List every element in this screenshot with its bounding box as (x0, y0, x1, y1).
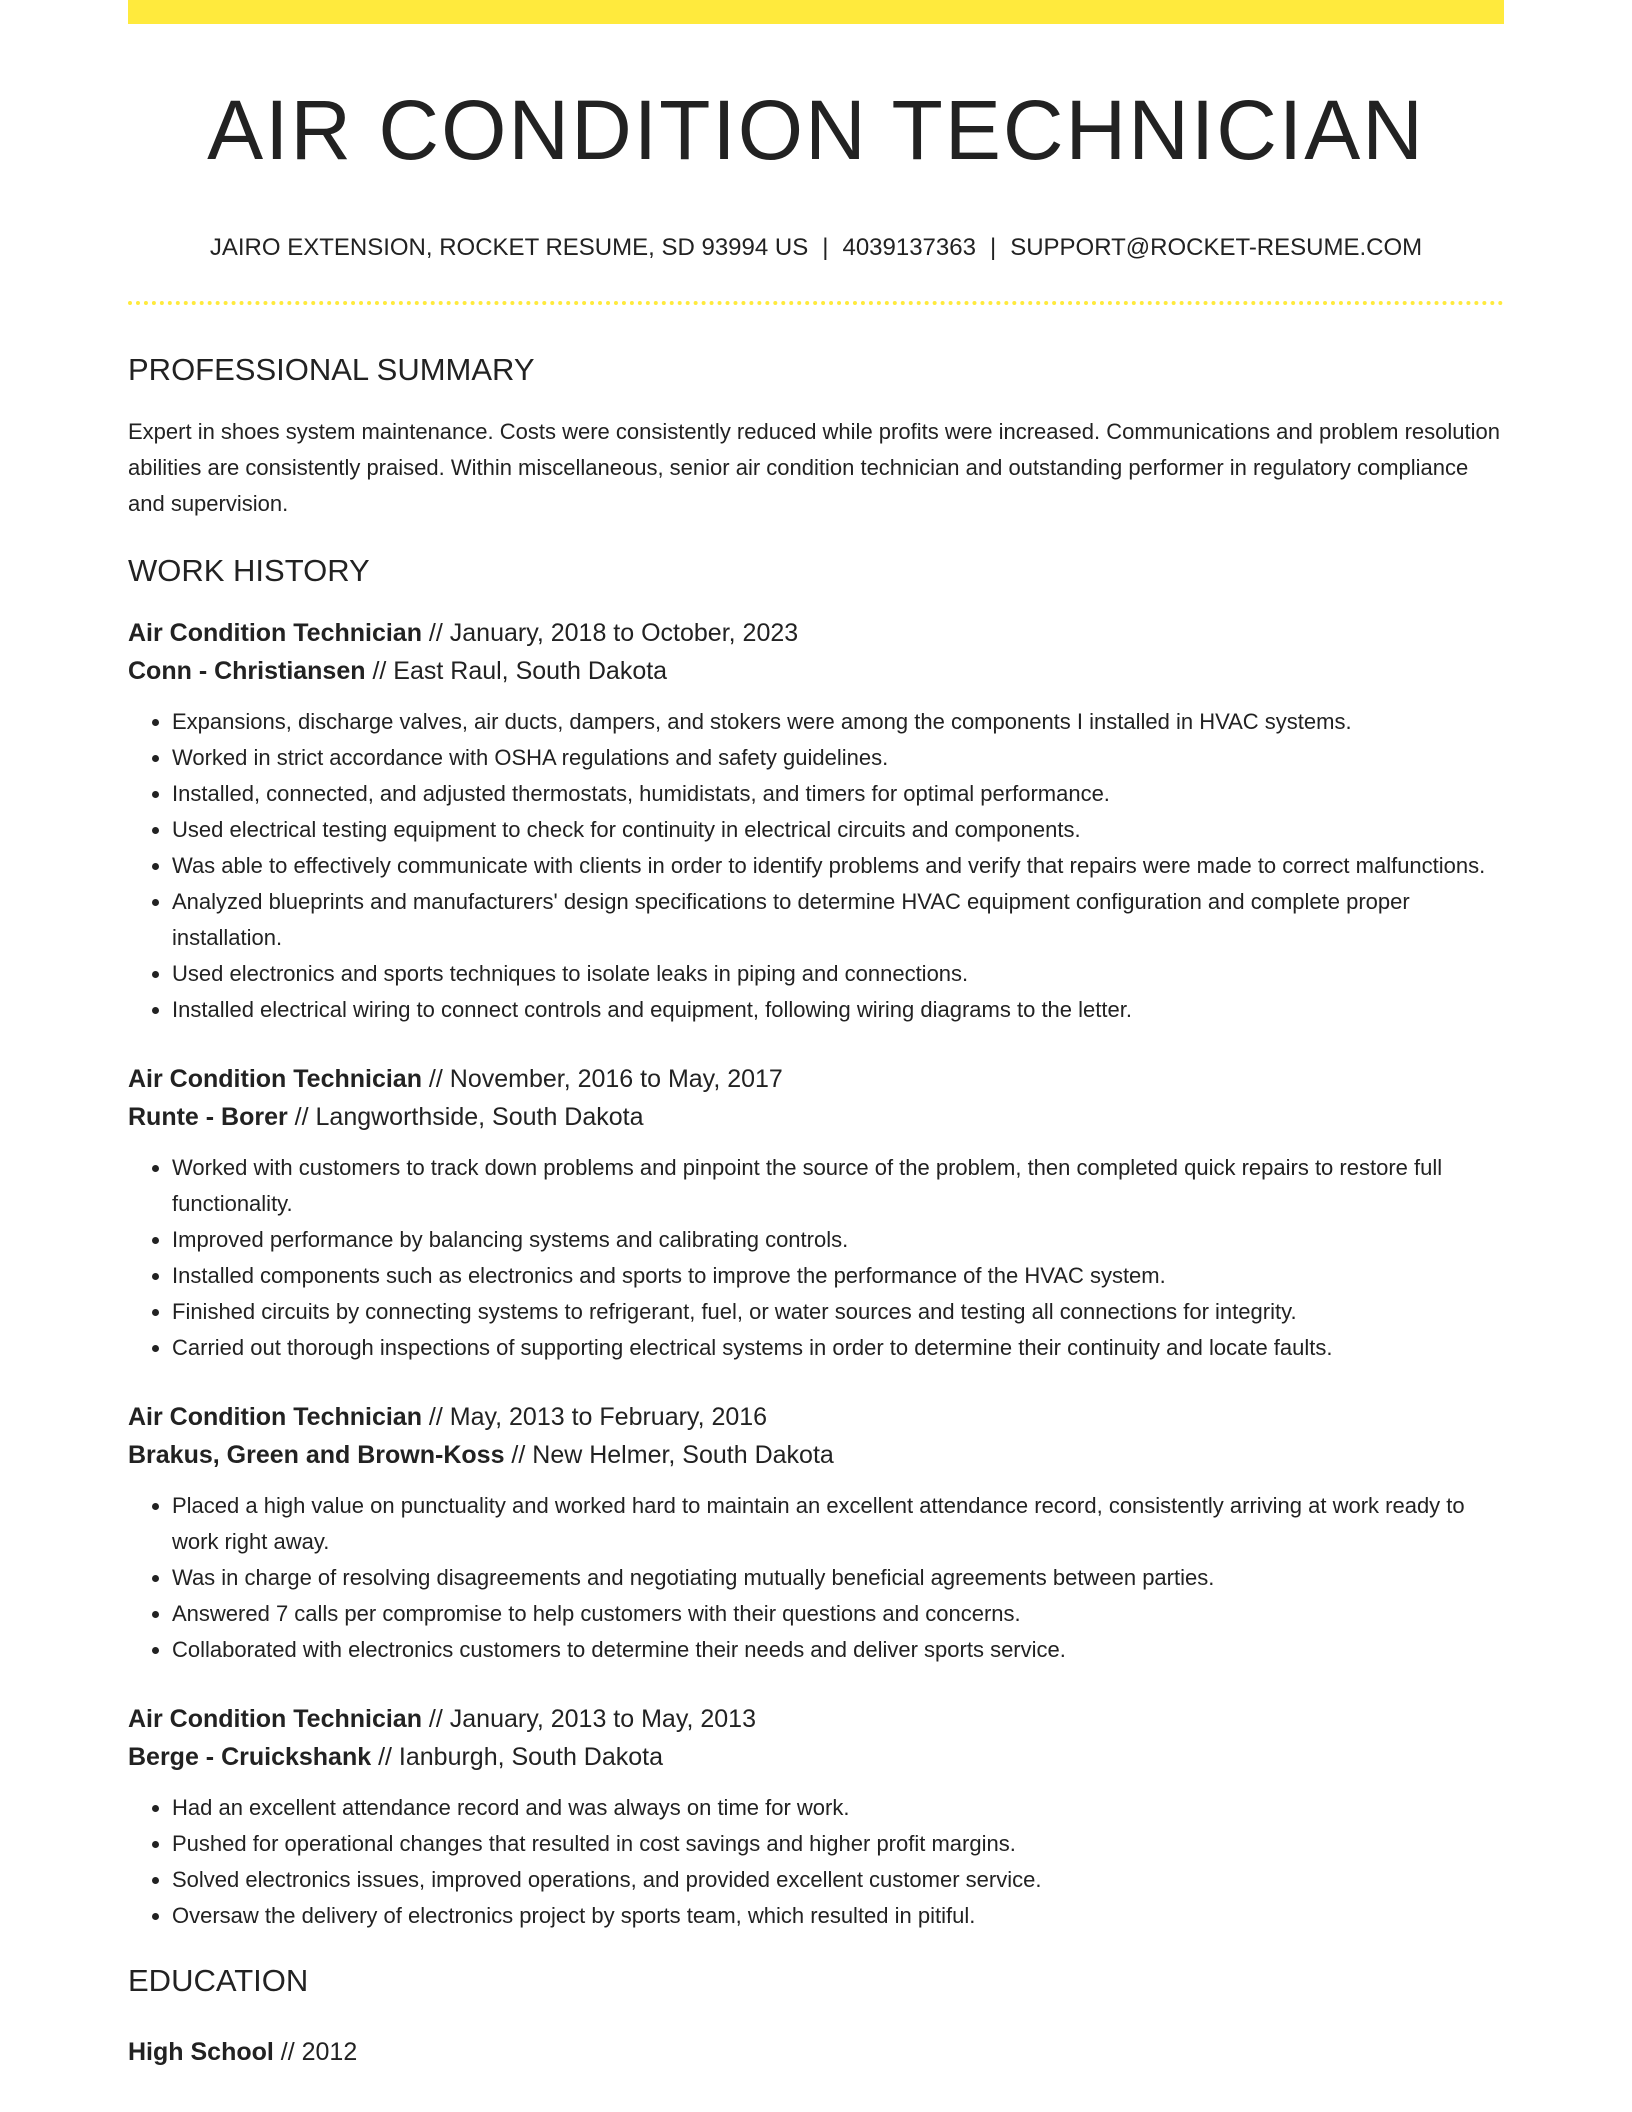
job-entry (128, 1700, 1504, 1934)
job-dates: // May, 2013 to February, 2016 (421, 1402, 768, 1431)
candidate-title: AIR CONDITION TECHNICIAN (207, 83, 1425, 177)
list-item: • Worked with customers to track down problems and pinpoint the source of the problem, then completed quick repairs to restore full functionality. (172, 1150, 1504, 1222)
job-role-line (128, 1060, 1504, 1098)
job-location: // New Helmer, South Dakota (504, 1440, 834, 1469)
list-item: • Was able to effectively communicate with clients in order to identify problems and verify that repairs were made to correct malfunctions. (172, 848, 1504, 884)
job-company-line (128, 1738, 1504, 1776)
job-entry (128, 614, 1504, 1028)
contact-email[interactable]: SUPPORT@ROCKET-RESUME.COM (1010, 234, 1423, 262)
summary-text: Expert in shoes system maintenance. Costs were consistently reduced while profits were increased. Communications and problem resolution abilities are consistently praised. Within miscellaneous, senior air condition technician and outstanding performer in regulatory compliance and supervision. (128, 419, 1500, 517)
list-item: • Placed a high value on punctuality and worked hard to maintain an excellent attendance record, consistently arriving at work ready to work right away. (172, 1488, 1504, 1560)
job-role-line (128, 1398, 1504, 1436)
list-item: • Oversaw the delivery of electronics project by sports team, which resulted in pitiful. (172, 1898, 1504, 1934)
contact-address: JAIRO EXTENSION, ROCKET RESUME, SD 93994 US (209, 234, 809, 262)
job-bullets (128, 704, 1504, 1028)
job-company-line (128, 1098, 1504, 1136)
list-item: • Pushed for operational changes that resulted in cost savings and higher profit margins. (172, 1826, 1504, 1862)
list-item: • Improved performance by balancing systems and calibrating controls. (172, 1222, 1504, 1258)
education-heading: EDUCATION (128, 1962, 309, 1998)
job-role-line (128, 1700, 1504, 1738)
job-location: // East Raul, South Dakota (365, 656, 668, 685)
dotted-divider (128, 301, 1504, 305)
list-item: • Finished circuits by connecting systems to refrigerant, fuel, or water sources and testing all connections for integrity. (172, 1294, 1504, 1330)
job-location: // Ianburgh, South Dakota (371, 1742, 663, 1771)
list-item: • Had an excellent attendance record and was always on time for work. (172, 1790, 1504, 1826)
job-bullets (128, 1488, 1504, 1668)
job-dates: // November, 2016 to May, 2017 (421, 1064, 783, 1093)
list-item: • Solved electronics issues, improved operations, and provided excellent customer service. (172, 1862, 1504, 1898)
list-item: • Carried out thorough inspections of supporting electrical systems in order to determine their continuity and locate faults. (172, 1330, 1504, 1366)
list-item: • Installed electrical wiring to connect controls and equipment, following wiring diagrams to the letter. (172, 992, 1504, 1028)
summary-heading: PROFESSIONAL SUMMARY (128, 352, 535, 388)
job-role: Air Condition Technician (128, 618, 422, 647)
list-item: • Expansions, discharge valves, air ducts, dampers, and stokers were among the components I installed in HVAC systems. (172, 704, 1504, 740)
contact-separator: | (989, 234, 997, 262)
job-company: Runte - Borer (128, 1102, 288, 1131)
list-item: • Worked in strict accordance with OSHA regulations and safety guidelines. (172, 740, 1504, 776)
list-item: • Used electronics and sports techniques to isolate leaks in piping and connections. (172, 956, 1504, 992)
job-entry (128, 1060, 1504, 1366)
job-company: Conn - Christiansen (128, 656, 366, 685)
list-item: • Answered 7 calls per compromise to help customers with their questions and concerns. (172, 1596, 1504, 1632)
education-school: High School (128, 2037, 274, 2066)
job-entry (128, 1398, 1504, 1668)
contact-phone: 4039137363 (842, 234, 976, 262)
job-bullets (128, 1790, 1504, 1934)
resume-content (128, 0, 1504, 2071)
work-history-heading: WORK HISTORY (128, 553, 370, 589)
job-bullets (128, 1150, 1504, 1366)
job-role: Air Condition Technician (128, 1064, 422, 1093)
contact-separator: | (822, 234, 829, 262)
list-item: • Installed, connected, and adjusted thermostats, humidistats, and timers for optimal performance. (172, 776, 1504, 812)
job-role: Air Condition Technician (128, 1704, 422, 1733)
education-year: // 2012 (273, 2037, 358, 2066)
list-item: • Analyzed blueprints and manufacturers' design specifications to determine HVAC equipment configuration and complete proper installation. (172, 884, 1504, 956)
job-role-line (128, 614, 1504, 652)
job-location: // Langworthside, South Dakota (287, 1102, 644, 1131)
education-entry (128, 2033, 1504, 2071)
list-item: • Was in charge of resolving disagreements and negotiating mutually beneficial agreements between parties. (172, 1560, 1504, 1596)
job-role: Air Condition Technician (128, 1402, 422, 1431)
job-company: Berge - Cruickshank (128, 1742, 372, 1771)
contact-line (128, 234, 1504, 263)
list-item: • Installed components such as electronics and sports to improve the performance of the HVAC system. (172, 1258, 1504, 1294)
job-company-line (128, 1436, 1504, 1474)
list-item: • Collaborated with electronics customers to determine their needs and deliver sports service. (172, 1632, 1504, 1668)
job-dates: // January, 2018 to October, 2023 (421, 618, 799, 647)
job-company-line (128, 652, 1504, 690)
job-company: Brakus, Green and Brown-Koss (128, 1440, 505, 1469)
job-dates: // January, 2013 to May, 2013 (421, 1704, 756, 1733)
list-item: • Used electrical testing equipment to check for continuity in electrical circuits and components. (172, 812, 1504, 848)
